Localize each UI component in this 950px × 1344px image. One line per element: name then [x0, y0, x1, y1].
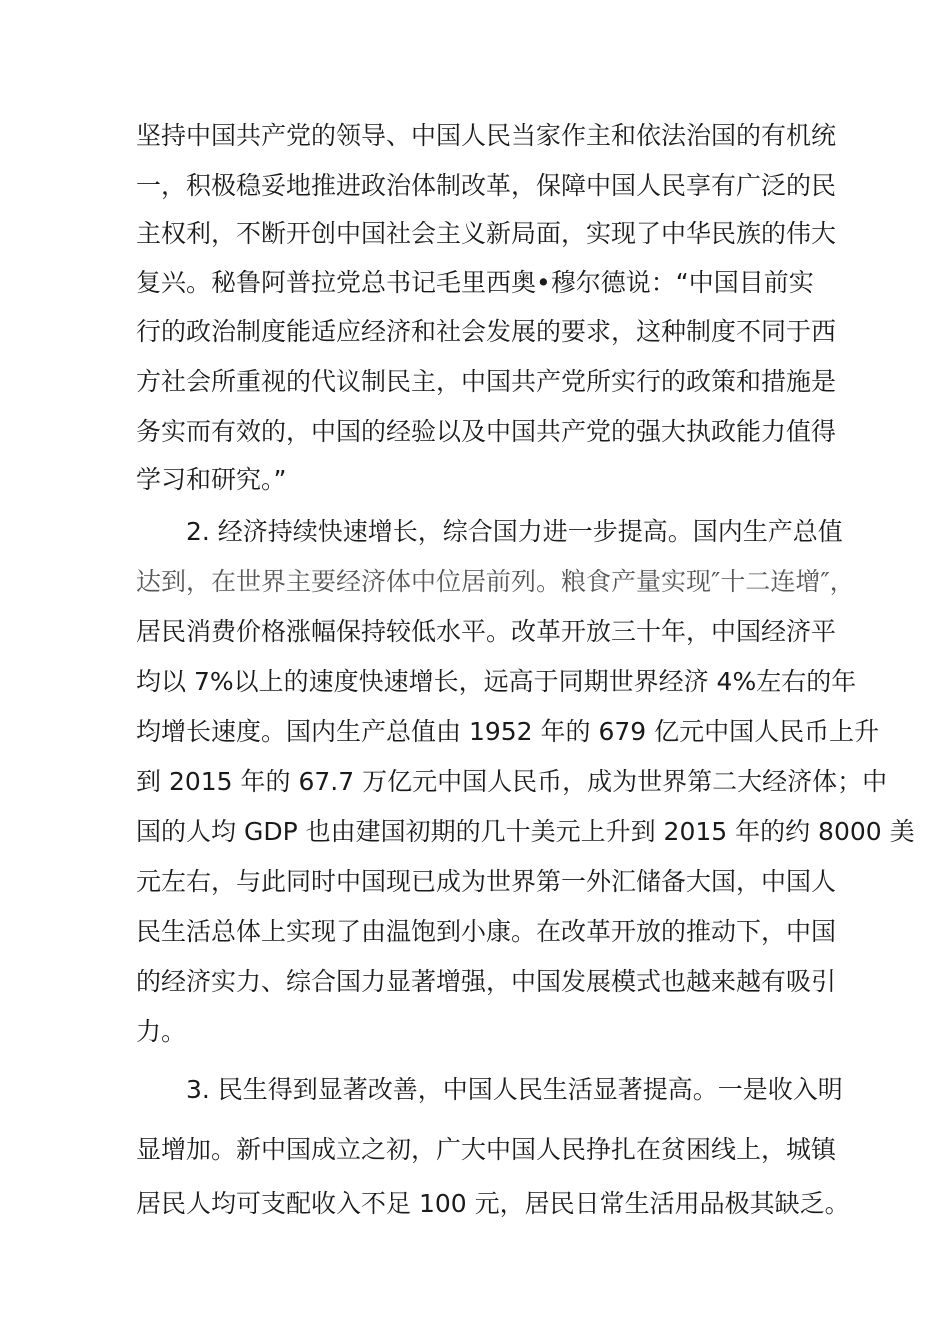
paragraph-2-first-line: 2. 经济持续快速增长，综合国力进一步提高。国内生产总值	[186, 517, 843, 546]
text-line: 民生活总体上实现了由温饱到小康。在改革开放的推动下，中国	[136, 917, 837, 946]
text-line: 力。	[136, 1017, 187, 1046]
text-line: 复兴。秘鲁阿普拉党总书记毛里西奥•穆尔德说：“中国目前实	[136, 268, 814, 297]
text-line: 行的政治制度能适应经济和社会发展的要求，这种制度不同于西	[136, 317, 837, 346]
text-line: 元左右，与此同时中国现已成为世界第一外汇储备大国，中国人	[136, 867, 837, 896]
text-line: 居民人均可支配收入不足 100 元，居民日常生活用品极其缺乏。	[136, 1189, 850, 1218]
text-line: 务实而有效的，中国的经验以及中国共产党的强大执政能力值得	[136, 417, 837, 446]
text-line: 居民消费价格涨幅保持较低水平。改革开放三十年，中国经济平	[136, 617, 837, 646]
text-line: 国的人均 GDP 也由建国初期的几十美元上升到 2015 年的约 8000 美	[136, 817, 915, 846]
text-line: 显增加。新中国成立之初，广大中国人民挣扎在贫困线上，城镇	[136, 1135, 837, 1164]
paragraph-3-first-line: 3. 民生得到显著改善，中国人民生活显著提高。一是收入明	[186, 1075, 843, 1104]
text-line: 达到，在世界主要经济体中位居前列。粮食产量实现″十二连增″，	[136, 567, 855, 596]
text-line: 学习和研究。”	[136, 465, 287, 494]
text-line: 方社会所重视的代议制民主，中国共产党所实行的政策和措施是	[136, 367, 837, 396]
text-line: 坚持中国共产党的领导、中国人民当家作主和依法治国的有机统	[136, 121, 837, 150]
text-line: 到 2015 年的 67.7 万亿元中国人民币，成为世界第二大经济体；中	[136, 767, 888, 796]
text-line: 均以 7%以上的速度快速增长，远高于同期世界经济 4%左右的年	[136, 667, 857, 696]
text-line: 主权利，不断开创中国社会主义新局面，实现了中华民族的伟大	[136, 219, 837, 248]
text-line: 一，积极稳妥地推进政治体制改革，保障中国人民享有广泛的民	[136, 171, 837, 200]
text-line: 均增长速度。国内生产总值由 1952 年的 679 亿元中国人民币上升	[136, 717, 880, 746]
text-line: 的经济实力、综合国力显著增强，中国发展模式也越来越有吸引	[136, 967, 837, 996]
